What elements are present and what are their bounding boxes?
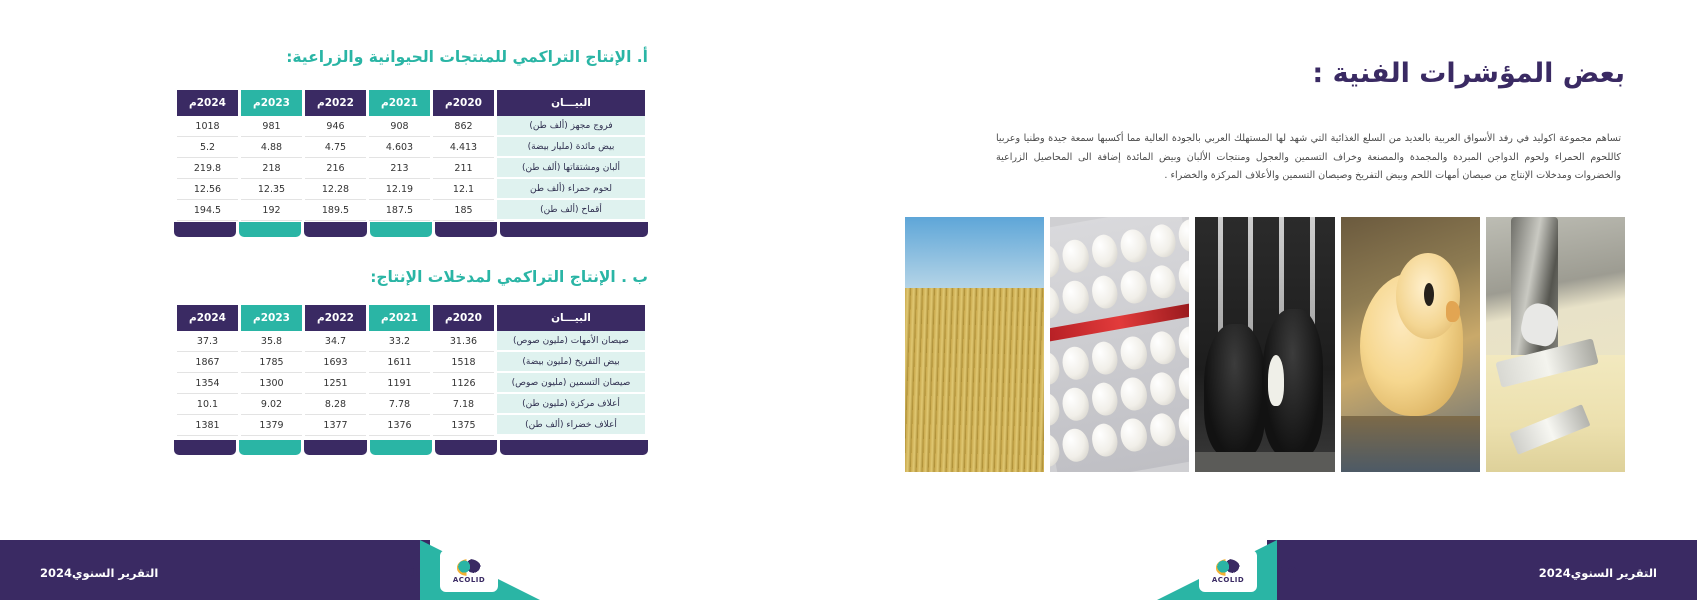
egg-trays-photo	[1050, 217, 1189, 472]
cell-2024: 37.3	[177, 331, 238, 352]
page-title: بعض المؤشرات الفنية :	[1312, 58, 1625, 89]
footer-right	[848, 540, 1697, 600]
cell-2020: 4.413	[433, 137, 494, 158]
row-label: أعلاف خضراء (ألف طن)	[497, 415, 645, 436]
table-row	[177, 116, 645, 137]
footer-bar-2023	[239, 440, 301, 455]
cell-2020: 12.1	[433, 179, 494, 200]
footer-bar-2022	[304, 222, 366, 237]
cell-2022: 189.5	[305, 200, 366, 221]
table2-footer-bars	[174, 440, 648, 455]
col-header-2023: 2023م	[241, 90, 302, 116]
cell-2023: 1300	[241, 373, 302, 394]
photo-strip	[905, 217, 1625, 472]
cell-2020: 862	[433, 116, 494, 137]
cell-2024: 194.5	[177, 200, 238, 221]
cell-2024: 12.56	[177, 179, 238, 200]
cell-2023: 218	[241, 158, 302, 179]
company-logo	[440, 550, 498, 592]
footer-bar-label	[500, 440, 648, 455]
cell-2020: 185	[433, 200, 494, 221]
footer-year-label: التقرير السنوي2024	[1538, 566, 1657, 580]
footer-bar-label	[500, 222, 648, 237]
cell-2020: 1375	[433, 415, 494, 436]
cell-2021: 7.78	[369, 394, 430, 415]
col-header-2022: 2022م	[305, 305, 366, 331]
cell-2023: 1785	[241, 352, 302, 373]
col-header-2020: 2020م	[433, 90, 494, 116]
logo-mark-icon	[1216, 559, 1240, 576]
cell-2023: 35.8	[241, 331, 302, 352]
footer-bar-2024	[174, 440, 236, 455]
section-title-animal-agri: أ. الإنتاج التراكمي للمنتجات الحيوانية والزراعية:	[286, 48, 648, 66]
cell-2022: 1251	[305, 373, 366, 394]
footer-bar-2023	[239, 222, 301, 237]
cell-2022: 12.28	[305, 179, 366, 200]
table-header-row	[177, 305, 645, 331]
cell-2023: 981	[241, 116, 302, 137]
row-label: فروج مجهز (ألف طن)	[497, 116, 645, 137]
row-label: بيض التفريخ (مليون بيضة)	[497, 352, 645, 373]
col-header-2020: 2020م	[433, 305, 494, 331]
cell-2021: 12.19	[369, 179, 430, 200]
cell-2021: 1376	[369, 415, 430, 436]
table-row	[177, 352, 645, 373]
cell-2024: 1018	[177, 116, 238, 137]
table-animal-agri-production	[174, 90, 648, 221]
page-left	[0, 0, 848, 600]
table-row	[177, 415, 645, 436]
col-header-2021: 2021م	[369, 90, 430, 116]
footer-bar-2020	[435, 222, 497, 237]
logo-text: ACOLID	[452, 575, 486, 584]
cell-2021: 908	[369, 116, 430, 137]
cell-2022: 8.28	[305, 394, 366, 415]
cell-2020: 211	[433, 158, 494, 179]
table-row	[177, 158, 645, 179]
footer-bar-2020	[435, 440, 497, 455]
cell-2022: 34.7	[305, 331, 366, 352]
cell-2024: 1354	[177, 373, 238, 394]
cell-2020: 7.18	[433, 394, 494, 415]
footer-page-number: 41	[400, 565, 420, 581]
dairy-processing-photo	[1486, 217, 1625, 472]
footer-bar-2021	[370, 222, 432, 237]
table-row	[177, 331, 645, 352]
col-header-2024: 2024م	[177, 90, 238, 116]
footer-bar-2022	[304, 440, 366, 455]
row-label: صيصان الأمهات (مليون صوص)	[497, 331, 645, 352]
broiler-chick-photo	[1341, 217, 1480, 472]
row-label: لحوم حمراء (ألف طن	[497, 179, 645, 200]
table1-footer-bars	[174, 222, 648, 237]
cell-2023: 9.02	[241, 394, 302, 415]
cell-2022: 216	[305, 158, 366, 179]
footer-year-label: التقرير السنوي2024	[40, 566, 159, 580]
footer-page-number: 40	[1277, 565, 1297, 581]
section-title-production-inputs: ب . الإنتاج التراكمي لمدخلات الإنتاج:	[370, 268, 648, 286]
cell-2024: 1381	[177, 415, 238, 436]
company-logo	[1199, 550, 1257, 592]
table-row	[177, 137, 645, 158]
logo-text: ACOLID	[1211, 575, 1245, 584]
col-header-label: البيـــان	[497, 305, 645, 331]
row-label: ألبان ومشتقاتها (ألف طن)	[497, 158, 645, 179]
table-row	[177, 373, 645, 394]
table-row	[177, 200, 645, 221]
dairy-cows-photo	[1195, 217, 1334, 472]
col-header-label: البيـــان	[497, 90, 645, 116]
col-header-2021: 2021م	[369, 305, 430, 331]
cell-2021: 213	[369, 158, 430, 179]
cell-2024: 5.2	[177, 137, 238, 158]
row-label: صيصان التسمين (مليون صوص)	[497, 373, 645, 394]
cell-2022: 1377	[305, 415, 366, 436]
cell-2021: 1191	[369, 373, 430, 394]
cell-2024: 10.1	[177, 394, 238, 415]
cell-2022: 1693	[305, 352, 366, 373]
footer-bar-2024	[174, 222, 236, 237]
page-right	[848, 0, 1697, 600]
row-label: أقماح (ألف طن)	[497, 200, 645, 221]
col-header-2022: 2022م	[305, 90, 366, 116]
logo-mark-icon	[457, 559, 481, 576]
table-header-row	[177, 90, 645, 116]
col-header-2024: 2024م	[177, 305, 238, 331]
cell-2023: 1379	[241, 415, 302, 436]
cell-2023: 12.35	[241, 179, 302, 200]
row-label: بيض مائدة (مليار بيضة)	[497, 137, 645, 158]
cell-2023: 192	[241, 200, 302, 221]
table-row	[177, 179, 645, 200]
cell-2020: 1126	[433, 373, 494, 394]
footer-bar-2021	[370, 440, 432, 455]
cell-2021: 4.603	[369, 137, 430, 158]
cell-2023: 4.88	[241, 137, 302, 158]
cell-2022: 4.75	[305, 137, 366, 158]
col-header-2023: 2023م	[241, 305, 302, 331]
cell-2024: 1867	[177, 352, 238, 373]
table-production-inputs	[174, 305, 648, 436]
cell-2020: 1518	[433, 352, 494, 373]
wheat-field-photo	[905, 217, 1044, 472]
table-row	[177, 394, 645, 415]
footer-left	[0, 540, 848, 600]
cell-2022: 946	[305, 116, 366, 137]
intro-paragraph: تساهم مجموعة اكوليد في رفد الأسواق العربية بالعديد من السلع الغذائية التي شهد لها المستهلك العربي بالجودة العالية مما أكسبها سمعة جيدة وطنيا وعربيا كاللحوم الحمراء ولحوم الدواجن المبردة والمجمدة والمصنعة وخراف التسمين والعجول ومنتجات الألبان وبيض المائدة إضافة الى المحاصيل الزراعية والخضروات ومدخلات الإنتاج من صيصان أمهات اللحم وبيض التفريخ وصيصان التسمين والأعلاف المركزة والخضراء .	[996, 133, 1621, 182]
cell-2021: 33.2	[369, 331, 430, 352]
cell-2021: 1611	[369, 352, 430, 373]
cell-2020: 31.36	[433, 331, 494, 352]
cell-2024: 219.8	[177, 158, 238, 179]
row-label: أعلاف مركزة (مليون طن)	[497, 394, 645, 415]
cell-2021: 187.5	[369, 200, 430, 221]
